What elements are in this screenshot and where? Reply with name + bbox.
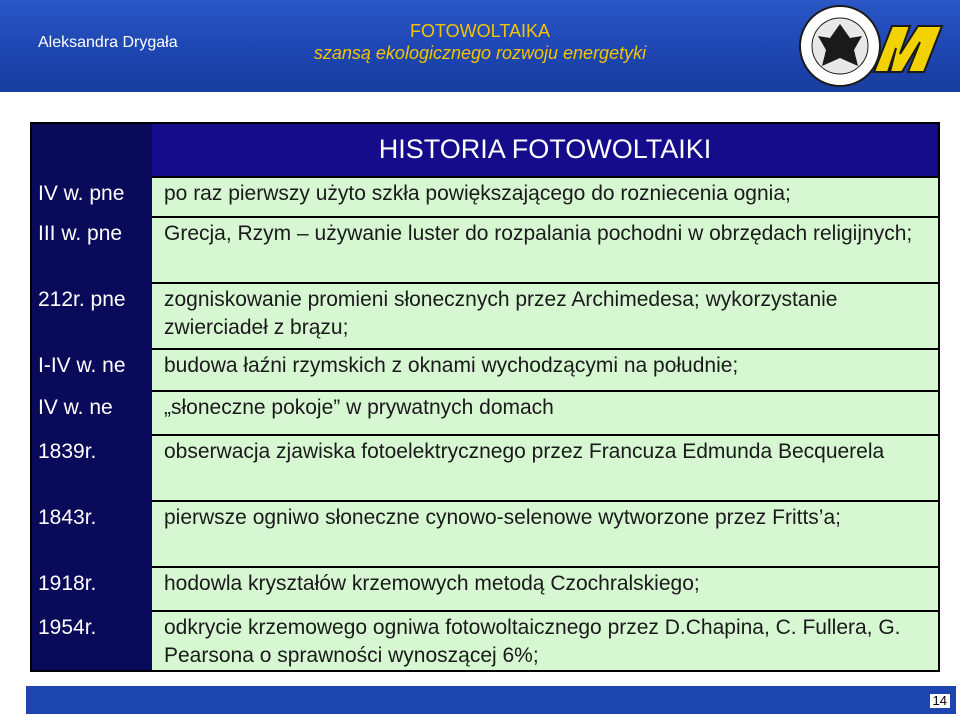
row-text: hodowla kryształów krzemowych metodą Czochralskiego; <box>152 566 938 610</box>
row-date: IV w. ne <box>38 396 113 419</box>
table-row <box>32 176 938 216</box>
table-row <box>32 282 938 348</box>
row-date: 1843r. <box>38 506 97 529</box>
row-date: 1839r. <box>38 440 97 463</box>
row-text: „słoneczne pokoje” w prywatnych domach <box>152 390 938 434</box>
row-text: odkrycie krzemowego ogniwa fotowoltaicznego przez D.Chapina, C. Fullera, G. Pearsona o sprawności wynoszącej 6%; <box>152 610 938 670</box>
row-text: zogniskowanie promieni słonecznych przez Archimedesa; wykorzystanie zwierciadeł z brązu; <box>152 282 938 348</box>
row-text: po raz pierwszy użyto szkła powiększającego do rozniecenia ognia; <box>152 176 938 216</box>
author-name: Aleksandra Drygała <box>38 34 178 51</box>
presentation-title-main: FOTOWOLTAIKA <box>409 21 550 41</box>
table-title: HISTORIA FOTOWOLTAIKI <box>152 124 938 178</box>
page-number: 14 <box>930 694 950 708</box>
table-row <box>32 434 938 500</box>
row-text: pierwsze ogniwo słoneczne cynowo-selenowe wytworzone przez Fritts’a; <box>152 500 938 566</box>
row-date: III w. pne <box>38 222 123 245</box>
row-text: obserwacja zjawiska fotoelektrycznego przez Francuza Edmunda Becquerela <box>152 434 938 500</box>
history-table <box>30 122 940 672</box>
table-row <box>32 610 938 670</box>
row-date: I-IV w. ne <box>38 354 126 377</box>
row-date: 1954r. <box>38 616 97 639</box>
table-row <box>32 566 938 610</box>
table-row <box>32 216 938 282</box>
table-row <box>32 348 938 390</box>
presentation-subtitle: szansą ekologicznego rozwoju energetyki <box>313 43 647 63</box>
row-text: Grecja, Rzym – używanie luster do rozpalania pochodni w obrzędach religijnych; <box>152 216 938 282</box>
row-date: 212r. pne <box>38 288 126 311</box>
slide-header <box>0 0 960 92</box>
university-logo-icon <box>792 2 952 90</box>
slide-footer <box>26 686 956 714</box>
row-date: 1918r. <box>38 572 97 595</box>
table-row <box>32 500 938 566</box>
row-text: budowa łaźni rzymskich z oknami wychodzącymi na południe; <box>152 348 938 390</box>
table-row <box>32 390 938 434</box>
row-date: IV w. pne <box>38 182 125 205</box>
